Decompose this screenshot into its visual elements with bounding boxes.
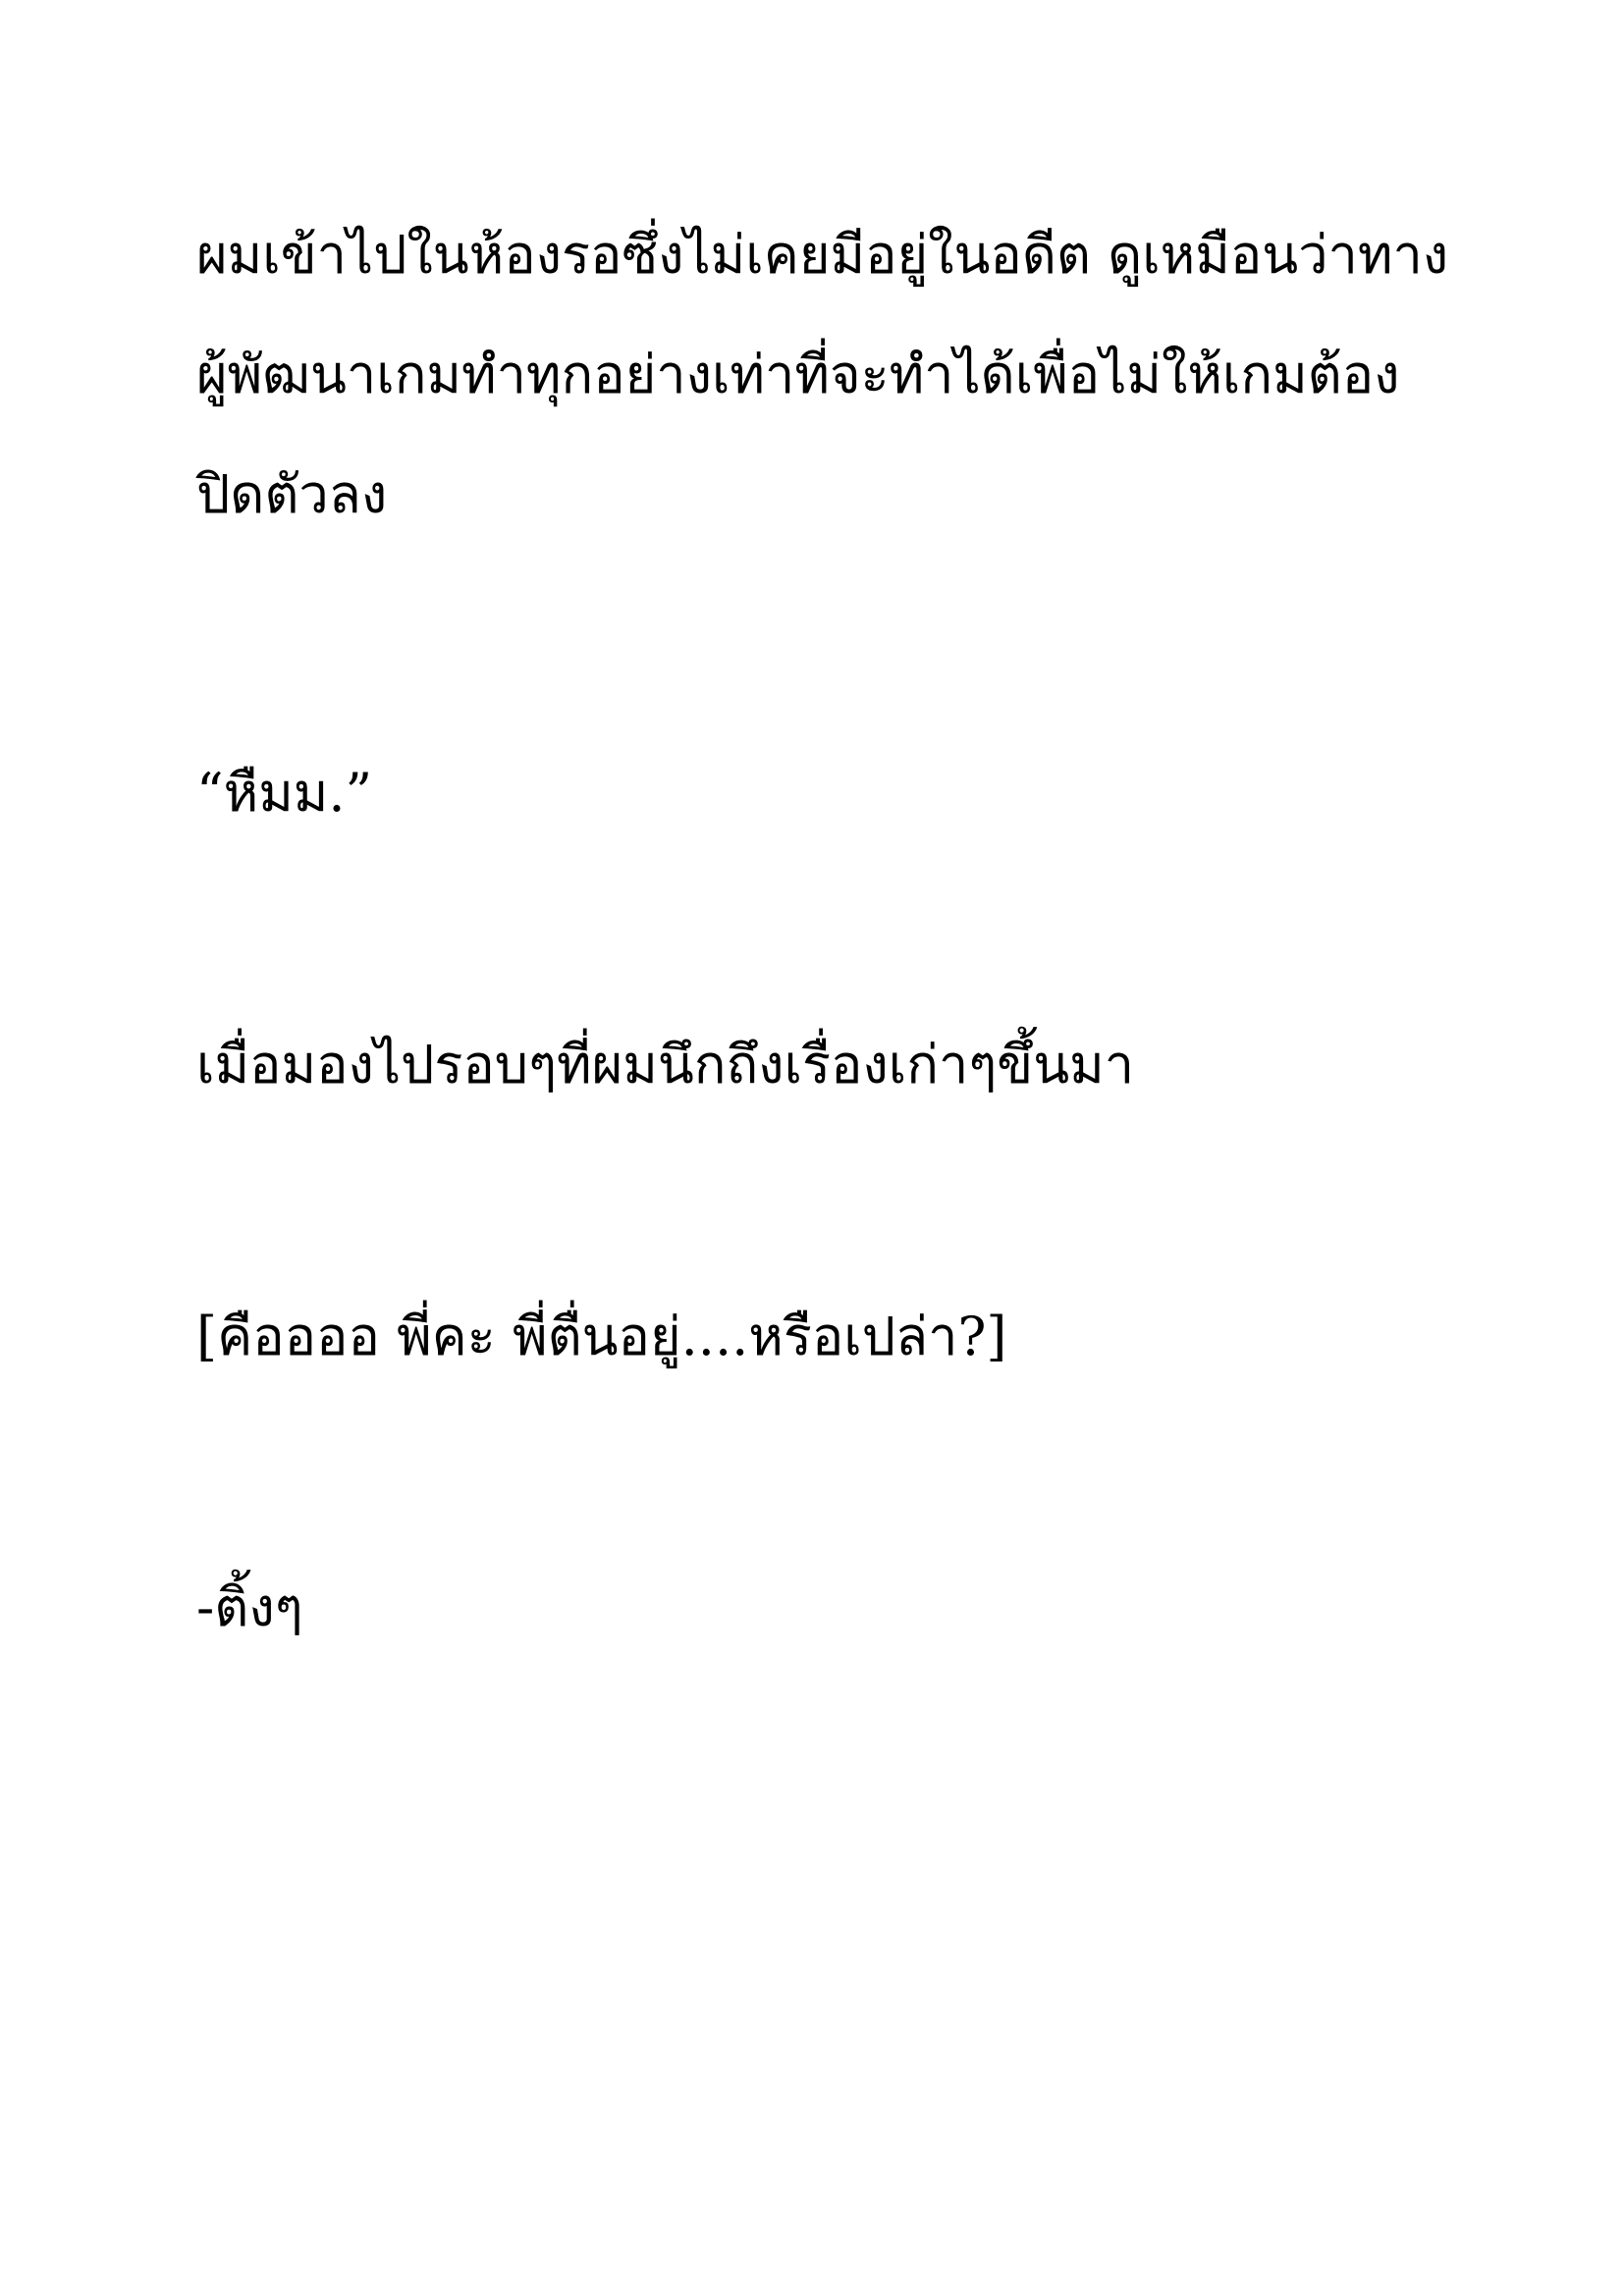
paragraph-1-line-1: ผมเข้าไปในห้องรอซึ่งไม่เคยมีอยู่ในอดีต ดูเหมือนว่าทาง [196,224,1449,286]
paragraph-1-line-3: ปิดตัวลง [196,463,388,525]
paragraph-1-line-2: ผู้พัฒนาเกมทำทุกอย่างเท่าที่จะทำได้เพื่อไม่ให้เกมต้อง [196,344,1400,405]
narration-line: เมื่อมองไปรอบๆที่ผมนึกถึงเรื่องเก่าๆขึ้นมา [196,1034,1135,1095]
sound-effect-line: -ติ้งๆ [196,1576,303,1638]
system-message-line: [คืออออ พี่คะ พี่ตื่นอยู่....หรือเปล่า?] [196,1306,1007,1367]
dialogue-line: “หืมม.” [196,762,373,824]
